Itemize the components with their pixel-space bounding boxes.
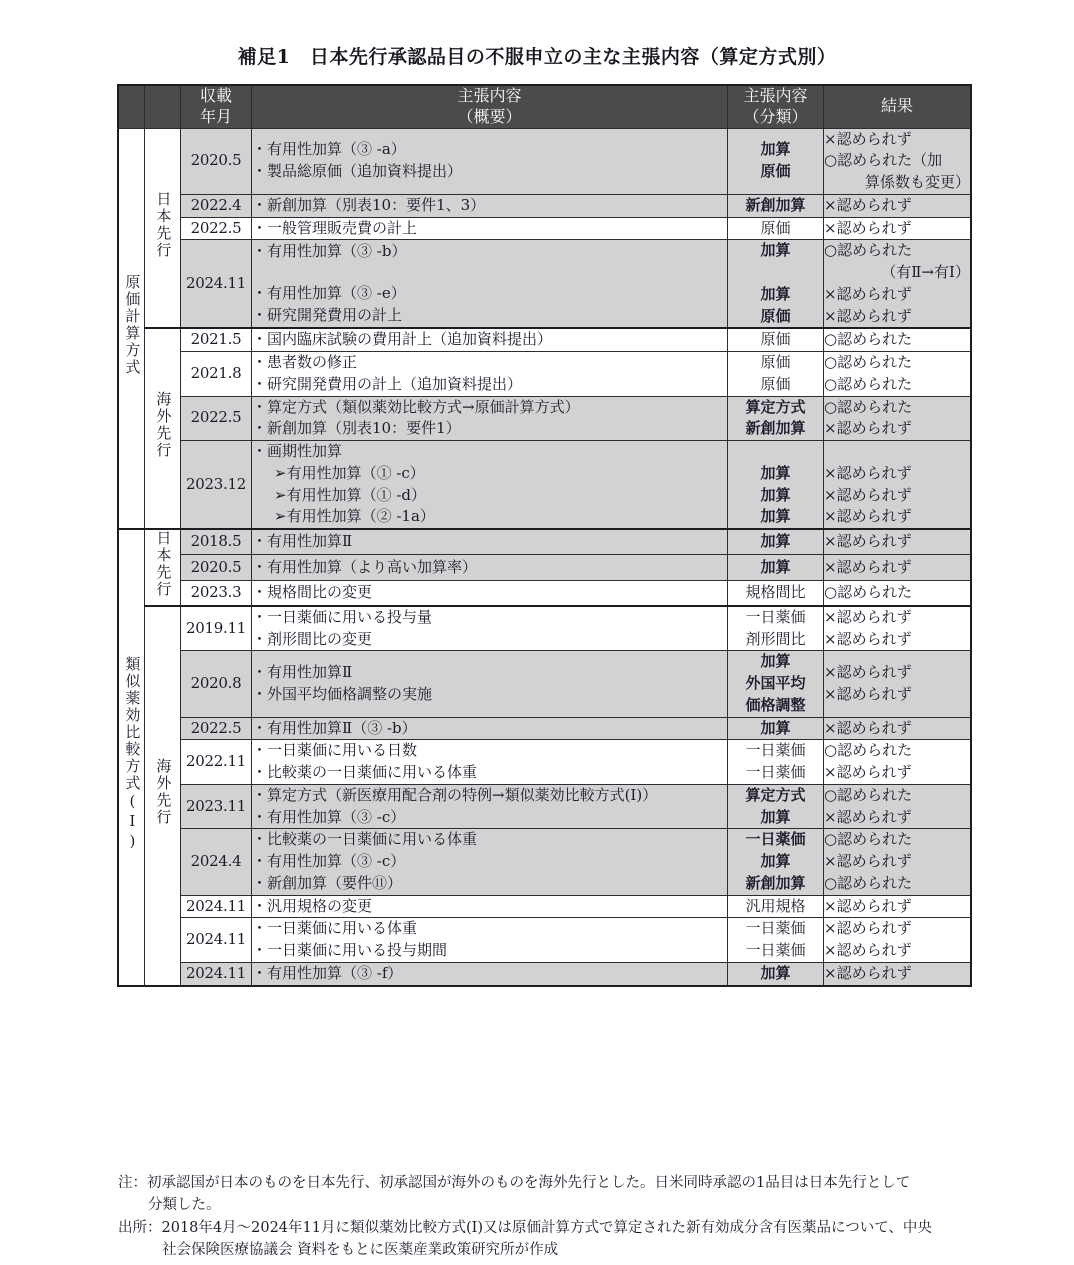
cell-claim-category — [728, 441, 824, 530]
table-body — [118, 128, 971, 986]
cell-claim-summary — [252, 555, 728, 580]
header-year-month — [181, 85, 252, 128]
cell-claim-summary — [252, 784, 728, 829]
cell-claim-category — [728, 784, 824, 829]
result-line: ×認められず — [824, 919, 912, 938]
cell-result — [824, 962, 972, 985]
claim-line: ・研究開発費用の計上（追加資料提出） — [252, 374, 523, 393]
category-line: 原価 — [760, 353, 791, 372]
cell-result — [824, 740, 972, 785]
cell-claim-summary — [252, 651, 728, 717]
category-line: 原価 — [760, 162, 791, 181]
result-line: ×認められず — [824, 684, 912, 703]
category-line: 一日薬価 — [745, 763, 806, 782]
result-line: ×認められず — [824, 607, 912, 626]
cell-claim-category — [728, 194, 824, 217]
cell-claim-summary — [252, 217, 728, 240]
claim-line: ・算定方式（新医療用配合剤の特例→類似薬効比較方式(Ⅰ)） — [252, 785, 658, 804]
cell-claim-category — [728, 396, 824, 441]
cell-result — [824, 717, 972, 740]
cell-claim-category — [728, 895, 824, 918]
cell-result — [824, 784, 972, 829]
result-line: ×認められず — [824, 218, 912, 237]
category-line: 価格調整 — [745, 695, 806, 714]
cell-year-month: 2020.5 — [181, 555, 252, 580]
cell-result — [824, 529, 972, 555]
category-line: 一日薬価 — [745, 941, 806, 960]
cell-claim-summary — [252, 240, 728, 329]
category-line: 加算 — [760, 485, 791, 504]
cell-result — [824, 580, 972, 606]
result-line: ○認められた — [824, 353, 913, 372]
header-category-line1: 主張内容 — [743, 86, 808, 105]
cell-year-month: 2022.5 — [181, 217, 252, 240]
cell-claim-category — [728, 651, 824, 717]
result-line: ○認められた — [824, 330, 913, 349]
header-claim-line1: 主張内容 — [457, 86, 522, 105]
result-line: ×認められず — [824, 419, 912, 438]
header-category-line2: （分類） — [743, 106, 808, 126]
cell-claim-summary — [252, 328, 728, 351]
cell-result — [824, 895, 972, 918]
cell-claim-summary — [252, 396, 728, 441]
claim-line: ・一日薬価に用いる投与期間 — [252, 941, 448, 960]
category-line — [728, 262, 823, 284]
claim-line: ・国内臨床試験の費用計上（追加資料提出） — [252, 330, 553, 349]
cell-claim-category — [728, 717, 824, 740]
cell-claim-summary — [252, 918, 728, 963]
header-result: 結果 — [824, 85, 972, 128]
claim-line: ・新創加算（要件⑪） — [252, 873, 403, 892]
cell-year-month: 2024.11 — [181, 895, 252, 918]
cell-claim-category — [728, 740, 824, 785]
category-line: 原価 — [760, 330, 791, 349]
result-line: （有Ⅱ→有Ⅰ） — [881, 263, 970, 282]
header-claim-line2: （概要） — [457, 106, 522, 126]
header-year-month-line1: 収載 — [199, 86, 232, 105]
claim-line: ・有用性加算（③ -b） — [252, 241, 407, 260]
cell-year-month: 2023.12 — [181, 441, 252, 530]
header-category — [728, 85, 824, 128]
result-line: ×認められず — [824, 629, 912, 648]
cell-claim-summary — [252, 740, 728, 785]
source-line-2: 社会保険医療協議会 資料をもとに医薬産業政策研究所が作成 — [162, 1242, 559, 1259]
claim-line — [252, 262, 727, 283]
category-line: 加算 — [760, 532, 791, 551]
origin-label-text: 日本先行 — [154, 530, 173, 599]
cell-year-month: 2020.5 — [181, 128, 252, 194]
section-label-1 — [118, 128, 145, 529]
cell-year-month: 2024.11 — [181, 962, 252, 985]
result-line: ×認められず — [824, 896, 912, 915]
result-line: ×認められず — [824, 807, 912, 826]
claim-line: ・有用性加算Ⅱ — [252, 663, 353, 682]
result-line: ×認められず — [824, 963, 912, 982]
cell-claim-category — [728, 217, 824, 240]
page-title: 補足1 日本先行承認品目の不服申立の主な主張内容（算定方式別） — [237, 46, 837, 68]
claim-line: ・研究開発費用の計上 — [252, 306, 403, 325]
claim-line: ・有用性加算（③ -c） — [252, 852, 406, 871]
cell-result — [824, 352, 972, 397]
claim-line: ・比較薬の一日薬価に用いる体重 — [252, 763, 478, 782]
header-origin-col — [145, 85, 181, 128]
category-line: 加算 — [760, 807, 791, 826]
result-line: ×認められず — [824, 941, 912, 960]
result-line: ×認められず — [824, 129, 912, 148]
result-line — [824, 441, 970, 463]
claim-line: ・有用性加算（③ -e） — [252, 284, 406, 303]
category-line: 新創加算 — [745, 419, 806, 438]
cell-year-month: 2023.11 — [181, 784, 252, 829]
category-line: 加算 — [760, 241, 791, 260]
cell-claim-summary — [252, 717, 728, 740]
category-line: 一日薬価 — [745, 919, 806, 938]
section-label-2 — [118, 529, 145, 986]
cell-year-month: 2021.5 — [181, 328, 252, 351]
claim-line: ・有用性加算（③ -a） — [252, 140, 406, 159]
category-line: 加算 — [760, 852, 791, 871]
cell-result — [824, 217, 972, 240]
note-line-2: 分類した。 — [148, 1197, 221, 1214]
result-line: ×認められず — [824, 532, 912, 551]
note-line-1: 注：初承認国が日本のものを日本先行、初承認国が海外のものを海外先行とした。日米同時承認の1品目は日本先行として — [118, 1175, 911, 1191]
claim-line: ・汎用規格の変更 — [252, 896, 373, 915]
cell-year-month: 2024.11 — [181, 918, 252, 963]
cell-year-month: 2022.5 — [181, 717, 252, 740]
claim-line: ・比較薬の一日薬価に用いる体重 — [252, 830, 478, 849]
cell-result — [824, 128, 972, 194]
origin-label-1-2 — [145, 328, 181, 529]
claim-line: ・一日薬価に用いる体重 — [252, 919, 418, 938]
cell-result — [824, 918, 972, 963]
claim-line: ・新創加算（別表10：要件1） — [252, 419, 461, 438]
header-row — [118, 85, 971, 128]
claim-line: ・画期性加算 — [252, 442, 343, 461]
cell-result — [824, 194, 972, 217]
claim-line: ➢有用性加算（① -c） — [274, 463, 425, 482]
cell-year-month: 2023.3 — [181, 580, 252, 606]
result-line: ○認められた（加 — [824, 151, 943, 170]
category-line: 算定方式 — [745, 397, 806, 416]
category-line: 加算 — [760, 557, 791, 576]
claim-line: ・規格間比の変更 — [252, 582, 373, 601]
result-line: ×認められず — [824, 463, 912, 482]
cell-claim-category — [728, 962, 824, 985]
category-line: 新創加算 — [745, 195, 806, 214]
claim-line: ・患者数の修正 — [252, 353, 358, 372]
origin-label-text: 海外先行 — [154, 391, 173, 460]
claim-line: ・有用性加算（③ -c） — [252, 807, 406, 826]
cell-year-month: 2019.11 — [181, 606, 252, 651]
claim-line: ・有用性加算Ⅱ（③ -b） — [252, 718, 417, 737]
cell-result — [824, 396, 972, 441]
cell-result — [824, 240, 972, 329]
category-line: 加算 — [760, 718, 791, 737]
category-line: 加算 — [760, 963, 791, 982]
header-year-month-line2: 年月 — [199, 106, 232, 126]
result-line: ○認められた — [824, 873, 913, 892]
origin-label-1-1 — [145, 128, 181, 328]
cell-claim-summary — [252, 128, 728, 194]
category-line: 加算 — [760, 284, 791, 303]
cell-year-month: 2021.8 — [181, 352, 252, 397]
cell-claim-summary — [252, 529, 728, 555]
source-line-1: 出所：2018年4月～2024年11月に類似薬効比較方式(Ⅰ)又は原価計算方式で算定された新有効成分含有医薬品について、中央 — [118, 1219, 932, 1236]
cell-claim-category — [728, 580, 824, 606]
claim-line: ・一日薬価に用いる日数 — [252, 741, 418, 760]
result-line: ×認められず — [824, 852, 912, 871]
cell-claim-summary — [252, 895, 728, 918]
cell-claim-category — [728, 829, 824, 895]
cell-year-month: 2024.11 — [181, 240, 252, 329]
origin-label-2-2 — [145, 606, 181, 986]
cell-claim-category — [728, 555, 824, 580]
claim-line: ・算定方式（類似薬効比較方式→原価計算方式） — [252, 397, 580, 416]
cell-claim-summary — [252, 441, 728, 530]
cell-claim-category — [728, 606, 824, 651]
result-line: ×認められず — [824, 284, 912, 303]
cell-claim-category — [728, 240, 824, 329]
result-line: ×認められず — [824, 557, 912, 576]
result-line: 算係数も変更） — [864, 173, 970, 192]
origin-label-text: 海外先行 — [154, 758, 173, 827]
cell-claim-category — [728, 352, 824, 397]
claim-line: ・製品総原価（追加資料提出） — [252, 162, 463, 181]
result-line: ×認められず — [824, 485, 912, 504]
cell-claim-summary — [252, 962, 728, 985]
origin-label-text: 日本先行 — [154, 190, 173, 259]
category-line: 規格間比 — [745, 582, 806, 601]
section-label-text: 原価計算方式 — [123, 273, 142, 376]
result-line: ○認められた — [824, 374, 913, 393]
cell-claim-category — [728, 128, 824, 194]
claim-line: ・外国平均価格調整の実施 — [252, 684, 433, 703]
header-claim — [252, 85, 728, 128]
result-line: ×認められず — [824, 195, 912, 214]
cell-year-month: 2022.5 — [181, 396, 252, 441]
cell-claim-category — [728, 918, 824, 963]
result-line: ○認められた — [824, 741, 913, 760]
cell-claim-summary — [252, 194, 728, 217]
category-line: 汎用規格 — [745, 896, 806, 915]
claim-line: ・剤形間比の変更 — [252, 629, 373, 648]
cell-claim-summary — [252, 352, 728, 397]
cell-year-month: 2022.11 — [181, 740, 252, 785]
cell-year-month: 2022.4 — [181, 194, 252, 217]
claim-line: ➢有用性加算（② -1a） — [274, 507, 435, 526]
category-line: 一日薬価 — [745, 741, 806, 760]
result-line: ○認められた — [824, 397, 913, 416]
cell-claim-category — [728, 529, 824, 555]
category-line: 一日薬価 — [745, 607, 806, 626]
category-line: 算定方式 — [745, 785, 806, 804]
cell-result — [824, 328, 972, 351]
category-line: 原価 — [760, 306, 791, 325]
category-line: 外国平均 — [745, 674, 806, 693]
header-method-col — [118, 85, 145, 128]
cell-result — [824, 829, 972, 895]
cell-result — [824, 651, 972, 717]
category-line: 加算 — [760, 652, 791, 671]
claim-line: ・一日薬価に用いる投与量 — [252, 607, 433, 626]
category-line — [728, 441, 823, 463]
category-line: 新創加算 — [745, 873, 806, 892]
claim-line: ・新創加算（別表10：要件1、3） — [252, 195, 486, 214]
cell-year-month: 2020.8 — [181, 651, 252, 717]
claim-line: ・有用性加算Ⅱ — [252, 532, 353, 551]
category-line: 加算 — [760, 140, 791, 159]
result-line: ○認められた — [824, 241, 913, 260]
cell-claim-category — [728, 328, 824, 351]
result-line: ×認められず — [824, 663, 912, 682]
result-line: ×認められず — [824, 718, 912, 737]
result-line: ○認められた — [824, 830, 913, 849]
claim-line: ・有用性加算（③ -f） — [252, 963, 403, 982]
cell-year-month: 2024.4 — [181, 829, 252, 895]
footnotes — [118, 1172, 1018, 1262]
category-line: 剤形間比 — [745, 629, 806, 648]
category-line: 原価 — [760, 374, 791, 393]
category-line: 一日薬価 — [745, 830, 806, 849]
result-line: ○認められた — [824, 582, 913, 601]
cell-claim-summary — [252, 829, 728, 895]
category-line: 原価 — [760, 218, 791, 237]
result-line: ×認められず — [824, 507, 912, 526]
claims-table — [117, 84, 972, 987]
cell-result — [824, 606, 972, 651]
cell-result — [824, 555, 972, 580]
cell-claim-summary — [252, 606, 728, 651]
origin-label-2-1 — [145, 529, 181, 606]
result-line: ×認められず — [824, 763, 912, 782]
cell-result — [824, 441, 972, 530]
result-line: ○認められた — [824, 785, 913, 804]
category-line: 加算 — [760, 463, 791, 482]
cell-year-month: 2018.5 — [181, 529, 252, 555]
section-label-text: 類似薬効比較方式(Ⅰ) — [123, 655, 142, 852]
claim-line: ➢有用性加算（① -d） — [274, 485, 427, 504]
claim-line: ・一般管理販売費の計上 — [252, 218, 418, 237]
table-header — [118, 85, 971, 128]
category-line: 加算 — [760, 507, 791, 526]
result-line: ×認められず — [824, 306, 912, 325]
claim-line: ・有用性加算（より高い加算率） — [252, 557, 478, 576]
cell-claim-summary — [252, 580, 728, 606]
